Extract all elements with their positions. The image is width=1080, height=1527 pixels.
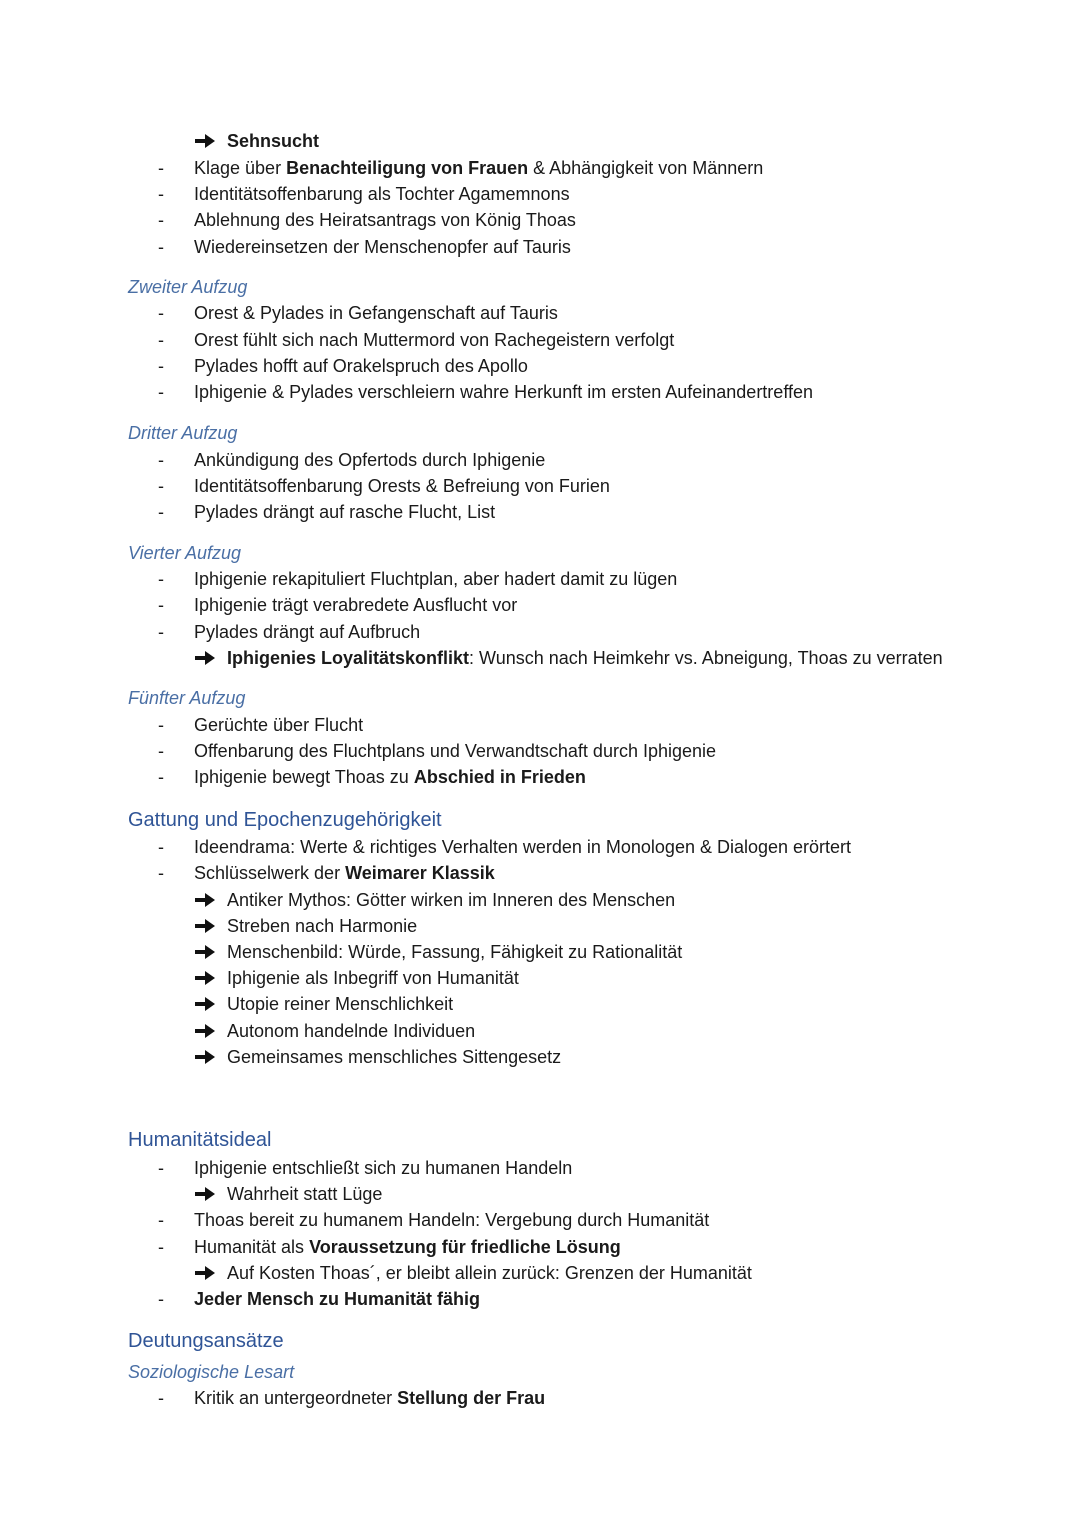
subheading (0, 421, 1080, 445)
bullet-item (0, 1287, 1080, 1311)
bullet-dash: - (158, 1210, 164, 1230)
text-run: Pylades drängt auf Aufbruch (194, 622, 421, 642)
arrow-text (227, 888, 675, 912)
text-run: Dritter Aufzug (128, 423, 238, 443)
text-run: Orest fühlt sich nach Muttermord von Rachegeistern verfolgt (194, 330, 675, 350)
subheading-text (128, 275, 247, 299)
arrow-right-icon (194, 918, 216, 934)
text-run: Iphigenie als Inbegriff von Humanität (227, 968, 519, 988)
bullet-item (0, 713, 1080, 737)
text-run: Klage über (194, 158, 287, 178)
bullet-dash: - (158, 863, 164, 883)
text-run: Iphigenie bewegt Thoas zu (194, 767, 414, 787)
text-run: Kritik an untergeordneter (194, 1388, 398, 1408)
bullet-text (194, 1386, 545, 1410)
bullet-item (0, 354, 1080, 378)
text-run: Gemeinsames menschliches Sittengesetz (227, 1047, 562, 1067)
bullet-item (0, 328, 1080, 352)
bullet-item (0, 765, 1080, 789)
text-run: Pylades drängt auf rasche Flucht, List (194, 502, 496, 522)
text-run: Antiker Mythos: Götter wirken im Inneren des Menschen (227, 890, 676, 910)
bold-run: Voraussetzung für friedliche Lösung (309, 1237, 621, 1257)
bullet-text (194, 1156, 572, 1180)
arrow-item (0, 940, 1080, 964)
bold-run: Iphigenies Loyalitätskonflikt (227, 648, 470, 668)
bullet-dash: - (158, 1237, 164, 1257)
arrow-text (227, 1045, 561, 1069)
text-run: Iphigenie rekapituliert Fluchtplan, aber hadert damit zu lügen (194, 569, 678, 589)
arrow-item (0, 1045, 1080, 1069)
bullet-item (0, 380, 1080, 404)
bullet-dash: - (158, 767, 164, 787)
subheading (0, 541, 1080, 565)
bullet-text (194, 1208, 709, 1232)
bullet-text (194, 713, 363, 737)
text-run: Identitätsoffenbarung Orests & Befreiung von Furien (194, 476, 610, 496)
bullet-item (0, 301, 1080, 325)
bullet-item (0, 593, 1080, 617)
section-heading (0, 1128, 1080, 1152)
arrow-right-icon (194, 1023, 216, 1039)
section-heading-text (128, 808, 442, 832)
text-run: Iphigenie trägt verabredete Ausflucht vor (194, 595, 518, 615)
bullet-dash: - (158, 476, 164, 496)
bullet-text (194, 235, 571, 259)
bullet-dash: - (158, 837, 164, 857)
bullet-item (0, 1156, 1080, 1180)
text-run: Auf Kosten Thoas´, er bleibt allein zurück: Grenzen der Humanität (227, 1263, 752, 1283)
arrow-text (227, 1182, 382, 1206)
bullet-item (0, 1386, 1080, 1410)
bullet-text (194, 328, 674, 352)
arrow-right-icon (194, 970, 216, 986)
arrow-right-icon (194, 996, 216, 1012)
text-run: Pylades hofft auf Orakelspruch des Apollo (194, 356, 528, 376)
text-run: Streben nach Harmonie (227, 916, 418, 936)
section-heading-text (128, 1128, 271, 1152)
bullet-text (194, 156, 763, 180)
bullet-dash: - (158, 184, 164, 204)
bullet-dash: - (158, 1158, 164, 1178)
bullet-text (194, 1235, 621, 1259)
bullet-text (194, 739, 716, 763)
bullet-dash: - (158, 1388, 164, 1408)
text-run: Ideendrama: Werte & richtiges Verhalten werden in Monologen & Dialogen erörtert (194, 837, 852, 857)
bullet-item (0, 1235, 1080, 1259)
text-run: Menschenbild: Würde, Fassung, Fähigkeit zu Rationalität (227, 942, 683, 962)
bullet-item (0, 739, 1080, 763)
arrow-text (227, 646, 943, 670)
arrow-right-icon (194, 650, 216, 666)
bullet-text (194, 500, 495, 524)
subheading (0, 275, 1080, 299)
bullet-dash: - (158, 356, 164, 376)
arrow-text (227, 129, 319, 153)
text-run: Ankündigung des Opfertods durch Iphigenie (194, 450, 546, 470)
text-run: Gerüchte über Flucht (194, 715, 364, 735)
bullet-dash: - (158, 330, 164, 350)
text-run: Wahrheit statt Lüge (227, 1184, 383, 1204)
bullet-dash: - (158, 382, 164, 402)
text-run: Zweiter Aufzug (128, 277, 248, 297)
bullet-item (0, 567, 1080, 591)
bullet-item (0, 861, 1080, 885)
bold-run: Abschied in Frieden (413, 767, 586, 787)
subheading (0, 1360, 1080, 1384)
arrow-text (227, 1019, 475, 1043)
arrow-item (0, 129, 1080, 153)
bold-run: Benachteiligung von Frauen (286, 158, 529, 178)
text-run: Iphigenie entschließt sich zu humanen Handeln (194, 1158, 573, 1178)
arrow-text (227, 914, 417, 938)
bullet-text (194, 765, 586, 789)
arrow-right-icon (194, 944, 216, 960)
arrow-item (0, 992, 1080, 1016)
bullet-item (0, 208, 1080, 232)
bullet-dash: - (158, 569, 164, 589)
bullet-item (0, 156, 1080, 180)
bullet-text (194, 448, 545, 472)
bullet-item (0, 448, 1080, 472)
bullet-text (194, 593, 517, 617)
subheading-text (128, 1360, 294, 1384)
bullet-dash: - (158, 741, 164, 761)
bullet-text (194, 182, 570, 206)
bullet-item (0, 500, 1080, 524)
text-run: Ablehnung des Heiratsantrags von König Thoas (194, 210, 576, 230)
bullet-item (0, 835, 1080, 859)
text-run: Identitätsoffenbarung als Tochter Agamemnons (194, 184, 570, 204)
arrow-right-icon (194, 1186, 216, 1202)
bullet-dash: - (158, 595, 164, 615)
section-heading (0, 1329, 1080, 1353)
text-run: Offenbarung des Fluchtplans und Verwandtschaft durch Iphigenie (194, 741, 717, 761)
subheading-text (128, 541, 241, 565)
bullet-dash: - (158, 622, 164, 642)
bullet-dash: - (158, 450, 164, 470)
text-run: Soziologische Lesart (128, 1362, 295, 1382)
bold-run: Jeder Mensch zu Humanität fähig (194, 1289, 481, 1309)
bullet-item (0, 182, 1080, 206)
text-run: Utopie reiner Menschlichkeit (227, 994, 454, 1014)
bullet-dash: - (158, 502, 164, 522)
text-run: : Wunsch nach Heimkehr vs. Abneigung, Thoas zu verraten (469, 648, 943, 668)
arrow-text (227, 940, 682, 964)
bullet-text (194, 835, 851, 859)
bold-run: Stellung der Frau (397, 1388, 546, 1408)
text-run: Schlüsselwerk der (194, 863, 346, 883)
text-run: Autonom handelnde Individuen (227, 1021, 476, 1041)
text-run: Iphigenie & Pylades verschleiern wahre Herkunft im ersten Aufeinandertreffen (194, 382, 814, 402)
section-heading-text (128, 1329, 284, 1353)
text-run: Fünfter Aufzug (128, 688, 246, 708)
section-heading (0, 808, 1080, 832)
arrow-item (0, 966, 1080, 990)
text-run: Humanität als (194, 1237, 310, 1257)
bold-run: Sehnsucht (227, 131, 320, 151)
bullet-dash: - (158, 237, 164, 257)
bold-run: Weimarer Klassik (345, 863, 495, 883)
bullet-text (194, 354, 528, 378)
bullet-text (194, 301, 558, 325)
bullet-dash: - (158, 210, 164, 230)
bullet-text (194, 380, 813, 404)
bullet-dash: - (158, 715, 164, 735)
arrow-text (227, 992, 453, 1016)
arrow-item (0, 888, 1080, 912)
text-run: Humanitätsideal (128, 1129, 272, 1151)
subheading-text (128, 421, 237, 445)
arrow-item (0, 646, 1080, 670)
arrow-item (0, 1019, 1080, 1043)
subheading-text (128, 686, 245, 710)
arrow-text (227, 1261, 752, 1285)
arrow-text (227, 966, 519, 990)
bullet-dash: - (158, 1289, 164, 1309)
bullet-text (194, 861, 495, 885)
bullet-item (0, 1208, 1080, 1232)
bullet-text (194, 620, 420, 644)
subheading (0, 686, 1080, 710)
arrow-right-icon (194, 133, 216, 149)
bullet-text (194, 474, 610, 498)
bullet-dash: - (158, 158, 164, 178)
text-run: Deutungsansätze (128, 1330, 284, 1352)
arrow-right-icon (194, 892, 216, 908)
bullet-dash: - (158, 303, 164, 323)
arrow-right-icon (194, 1049, 216, 1065)
bullet-item (0, 235, 1080, 259)
arrow-item (0, 914, 1080, 938)
arrow-right-icon (194, 1265, 216, 1281)
text-run: Orest & Pylades in Gefangenschaft auf Tauris (194, 303, 558, 323)
text-run: Vierter Aufzug (128, 543, 242, 563)
bullet-text (194, 1287, 480, 1311)
bullet-item (0, 620, 1080, 644)
arrow-item (0, 1182, 1080, 1206)
bullet-text (194, 567, 677, 591)
arrow-item (0, 1261, 1080, 1285)
bullet-item (0, 474, 1080, 498)
bullet-text (194, 208, 576, 232)
text-run: Gattung und Epochenzugehörigkeit (128, 809, 442, 831)
text-run: Wiedereinsetzen der Menschenopfer auf Tauris (194, 237, 571, 257)
text-run: & Abhängigkeit von Männern (528, 158, 764, 178)
text-run: Thoas bereit zu humanem Handeln: Vergebung durch Humanität (194, 1210, 710, 1230)
